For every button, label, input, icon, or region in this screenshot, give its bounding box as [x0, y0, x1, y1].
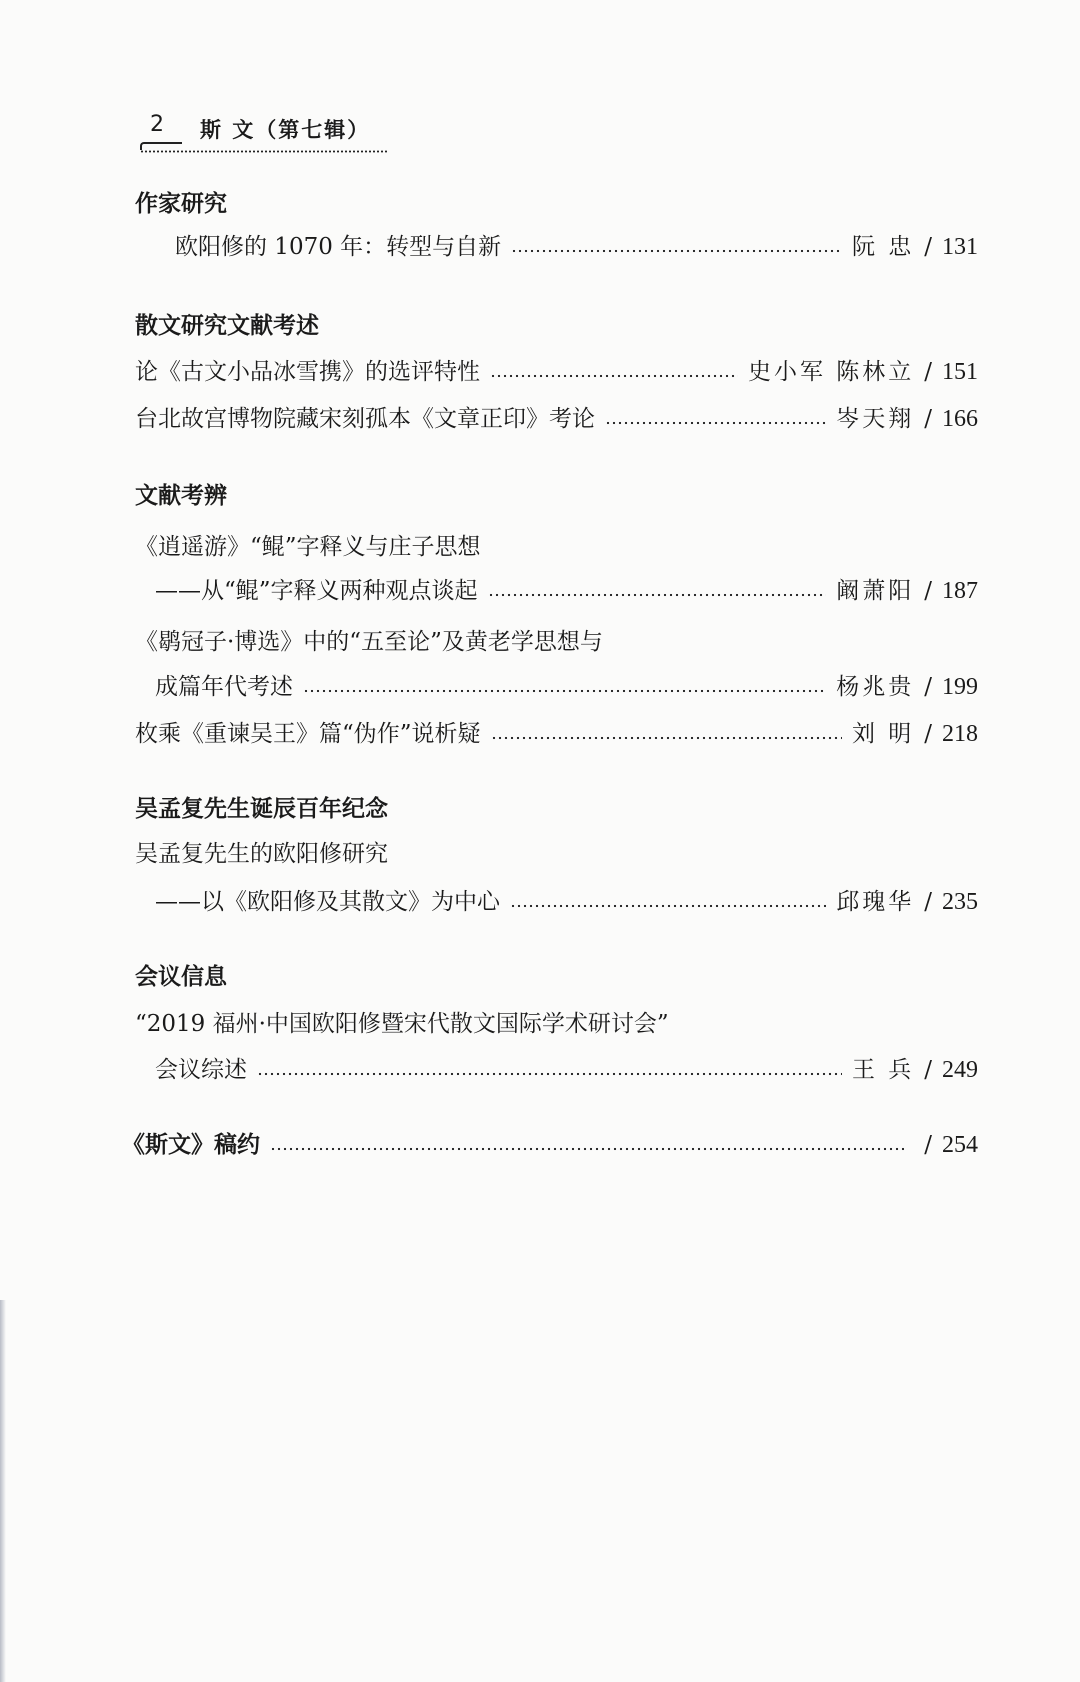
entry-page: 199 [942, 674, 978, 700]
dot-leader [257, 1072, 842, 1076]
entry-title-continued: 会议综述 [155, 1057, 247, 1083]
section-heading: 会议信息 [135, 964, 227, 990]
header-ornament [140, 142, 182, 150]
toc-entry-title-line[interactable] [135, 1005, 978, 1039]
toc-entry[interactable] [135, 715, 978, 749]
separator: / [924, 1057, 932, 1083]
toc-entry-title-line[interactable] [135, 623, 978, 657]
entry-page: 166 [942, 406, 978, 432]
separator: / [924, 889, 932, 915]
entry-author: 王 兵 [851, 1057, 915, 1083]
scan-edge-shadow [0, 1300, 6, 1682]
entry-author: 杨兆贵 [836, 674, 915, 700]
dot-leader [510, 904, 826, 908]
toc-entry[interactable] [135, 353, 978, 387]
entry-page: 151 [942, 359, 978, 385]
dot-leader [491, 736, 842, 740]
entry-author: 史小军 陈林立 [747, 359, 915, 385]
toc-entry[interactable] [155, 883, 978, 917]
toc-entry-title-line[interactable] [135, 835, 978, 869]
dot-leader [270, 1147, 904, 1151]
entry-author: 刘 明 [851, 721, 915, 747]
dot-leader [488, 593, 827, 597]
journal-title: 斯 文（第七辑） [200, 117, 371, 142]
entry-title: 《斯文》稿约 [122, 1131, 260, 1158]
entry-page: 131 [942, 234, 978, 260]
entry-title: 枚乘《重谏吴王》篇“伪作”说析疑 [135, 721, 481, 747]
separator: / [924, 359, 932, 385]
entry-page: 218 [942, 721, 978, 747]
entry-author: 岑天翔 [836, 406, 915, 432]
entry-page: 187 [942, 578, 978, 604]
entry-page: 249 [942, 1057, 978, 1083]
dot-leader [511, 249, 842, 253]
section-heading: 作家研究 [135, 191, 227, 217]
entry-title: 台北故宫博物院藏宋刻孤本《文章正印》考论 [135, 406, 595, 432]
entry-title: 《逍遥游》“鲲”字释义与庄子思想 [135, 534, 481, 560]
toc-entry-submission-guidelines[interactable] [122, 1126, 978, 1160]
entry-title-continued: 成篇年代考述 [155, 674, 293, 700]
section-heading: 散文研究文献考述 [135, 313, 319, 339]
separator: / [924, 674, 932, 700]
entry-subtitle: ——以《欧阳修及其散文》为中心 [155, 889, 500, 915]
entry-title: 《鹖冠子·博选》中的“五至论”及黄老学思想与 [135, 629, 603, 655]
separator: / [924, 721, 932, 747]
page-number: 2 [150, 112, 164, 137]
separator: / [924, 234, 932, 260]
dot-leader [605, 421, 826, 425]
toc-entry[interactable] [135, 400, 978, 434]
entry-author: 阚萧阳 [836, 578, 915, 604]
entry-title: 欧阳修的 1070 年：转型与自新 [175, 234, 502, 260]
section-heading: 文献考辨 [135, 483, 227, 509]
entry-author: 邱瑰华 [836, 889, 915, 915]
toc-entry[interactable] [155, 668, 978, 702]
separator: / [924, 1132, 932, 1158]
entry-subtitle: ——从“鲲”字释义两种观点谈起 [155, 578, 478, 604]
entry-title: 吴孟复先生的欧阳修研究 [135, 841, 388, 867]
section-heading: 吴孟复先生诞辰百年纪念 [135, 796, 388, 822]
header-dotted-rule [140, 150, 388, 153]
entry-page: 254 [942, 1132, 978, 1158]
entry-title: “2019 福州·中国欧阳修暨宋代散文国际学术研讨会” [135, 1011, 669, 1037]
separator: / [924, 578, 932, 604]
toc-entry[interactable] [175, 228, 978, 262]
entry-author: 阮 忠 [851, 234, 915, 260]
entry-title: 论《古文小品冰雪携》的选评特性 [135, 359, 480, 385]
entry-page: 235 [942, 889, 978, 915]
running-header [140, 108, 390, 154]
toc-entry-title-line[interactable] [135, 528, 978, 562]
dot-leader [490, 374, 738, 378]
toc-entry[interactable] [155, 1051, 978, 1085]
separator: / [924, 406, 932, 432]
dot-leader [303, 689, 826, 693]
toc-entry[interactable] [155, 572, 978, 606]
